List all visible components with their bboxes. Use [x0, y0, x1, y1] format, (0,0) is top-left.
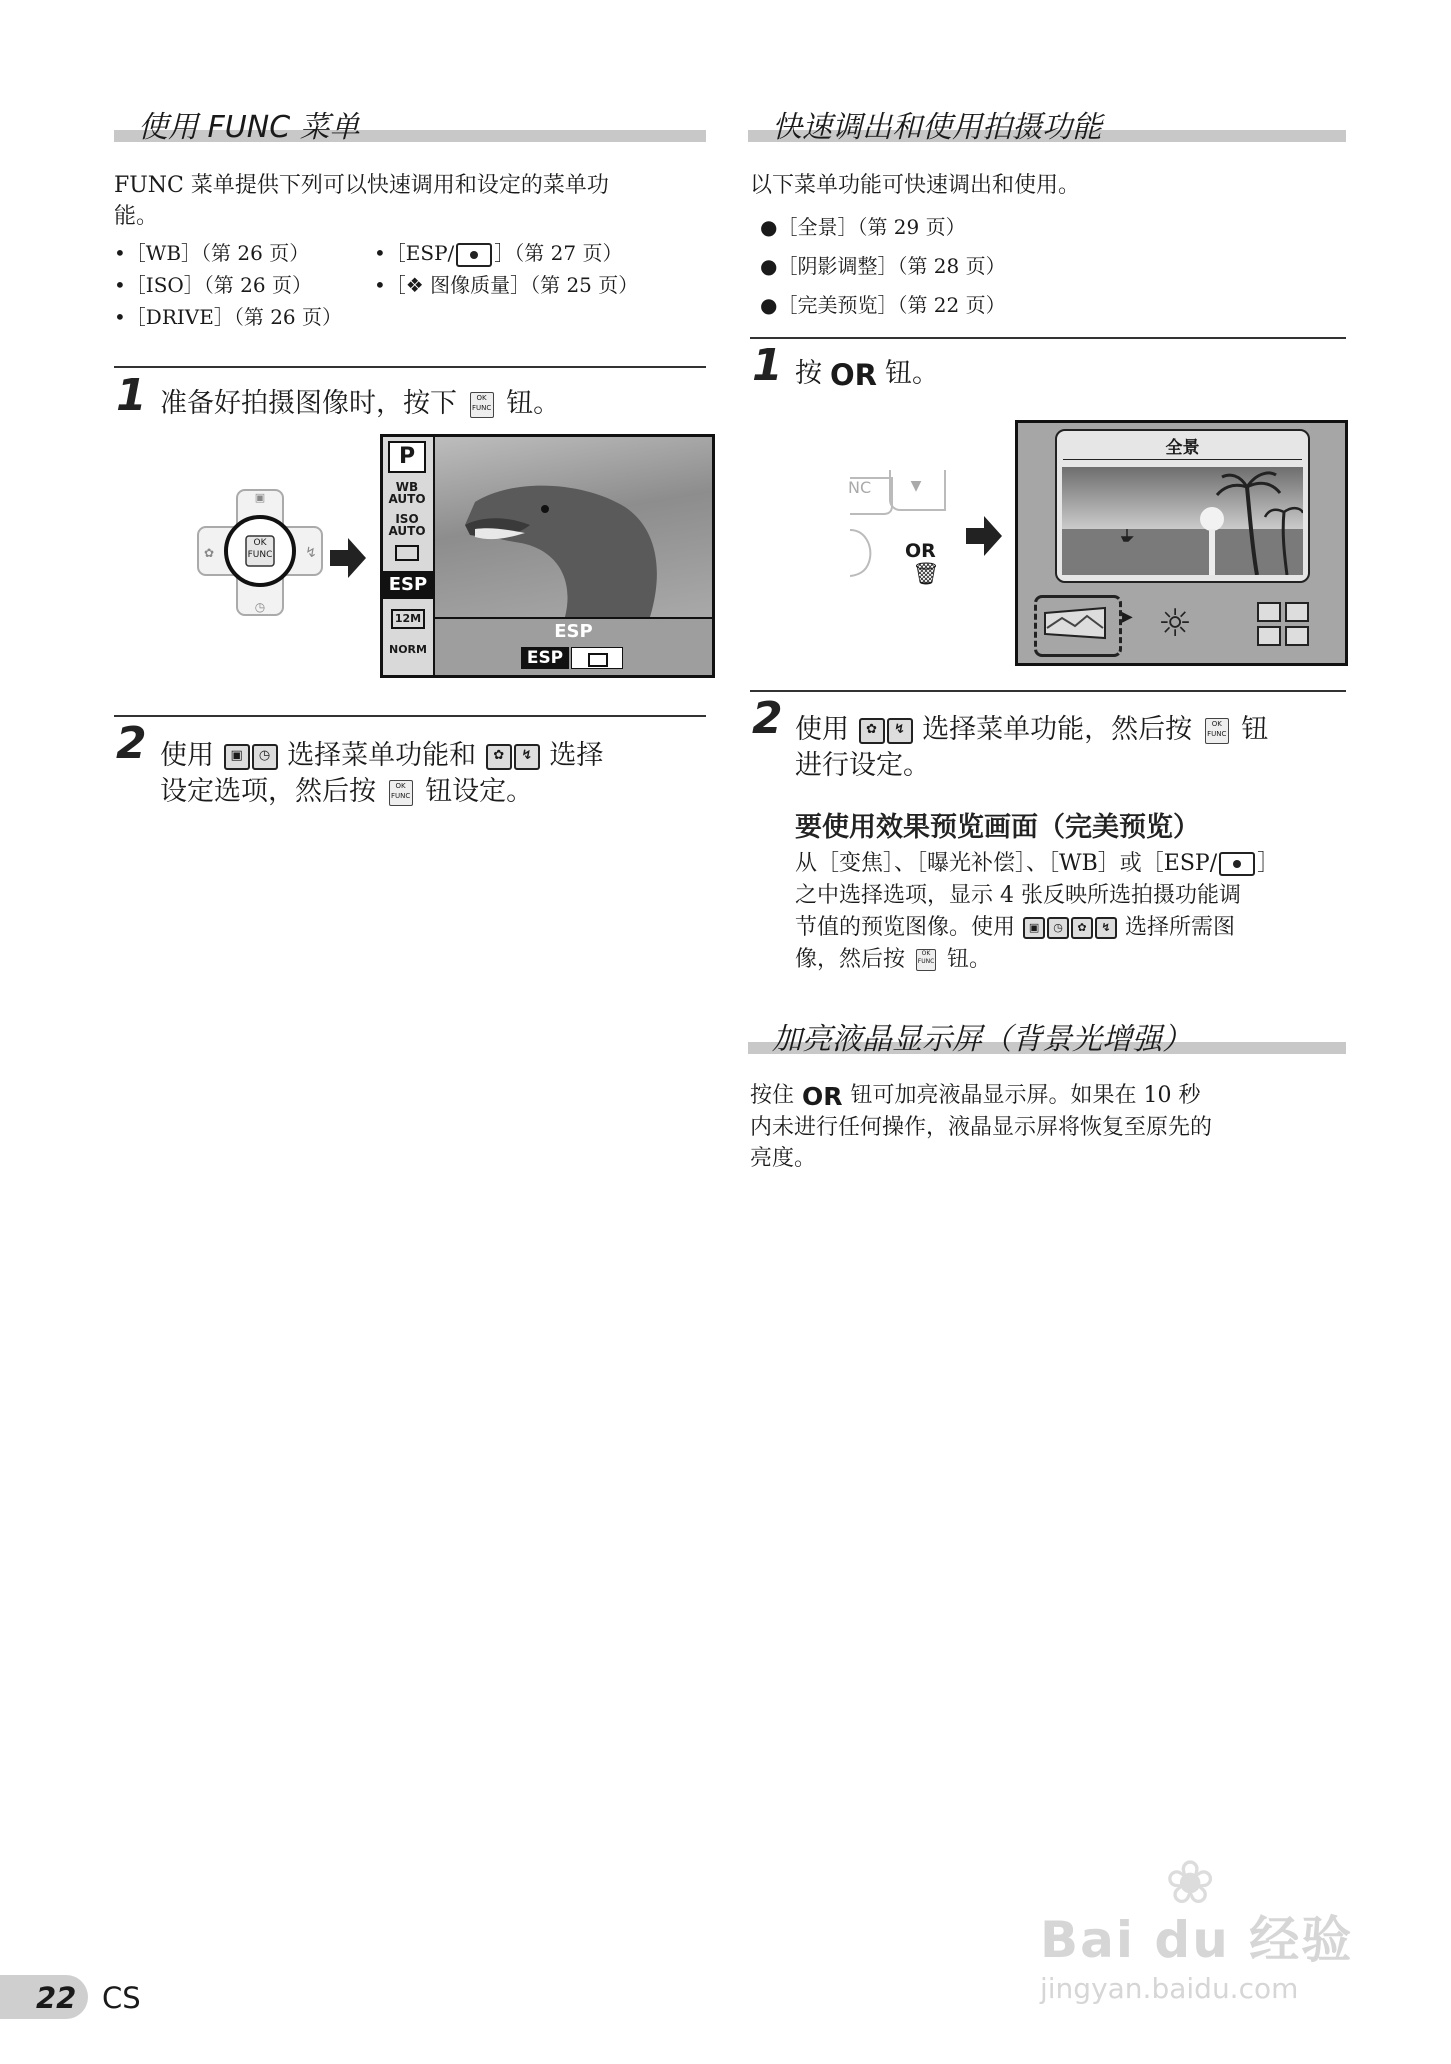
lcd-option-perfect-preview-icon: [1256, 601, 1310, 647]
lcd-drive-icon: [395, 545, 419, 561]
dial-or-label: OR: [905, 540, 936, 562]
trash-icon: 🗑: [912, 562, 940, 587]
divider: [114, 366, 706, 368]
lcd-option-esp: ESP: [521, 647, 569, 669]
lcd-next-arrow-icon: ▶: [1122, 609, 1133, 625]
flash-key-icon: ↯: [514, 744, 540, 770]
section-title-func-menu: [114, 108, 706, 145]
lcd-size-label: 12M: [391, 609, 425, 629]
bullet-iso: •［ISO］（第 26 页）: [114, 273, 312, 297]
lcd-option-shadow-adjust-icon: ☼: [1158, 601, 1193, 645]
ok-func-button-icon: OK FUNC: [470, 392, 494, 418]
step1-text: 按 OR 钮。: [795, 357, 939, 392]
language-code: CS: [102, 1981, 141, 2015]
bullet-perfect-preview: ●［完美预览］（第 22 页）: [760, 293, 1006, 317]
quick-intro: 以下菜单功能可快速调出和使用。: [750, 173, 1081, 198]
svg-text:◷: ◷: [254, 600, 266, 614]
lcd-mode-p: P: [388, 441, 426, 473]
exposure-key-icon: ▣: [224, 744, 250, 770]
lcd-option-panorama: [1034, 595, 1122, 657]
flash-key-icon: ↯: [887, 718, 913, 744]
dial-ok-label: OK: [253, 538, 267, 548]
watermark-url: jingyan.baidu.com: [1040, 1972, 1299, 2005]
ok-func-button-icon: OK FUNC: [389, 780, 413, 806]
lcd-caption: ESP: [554, 621, 593, 642]
camera-lcd-func-menu: [380, 434, 715, 678]
lcd-preview-frame: [1055, 429, 1310, 583]
divider: [750, 337, 1346, 339]
bullet-image-quality: •［❖ 图像质量］（第 25 页）: [374, 273, 639, 297]
self-timer-key-icon: ◷: [1047, 917, 1069, 939]
divider: [750, 690, 1346, 692]
or-button-label: OR: [830, 357, 877, 392]
section-title-quick-functions: [748, 108, 1346, 145]
camera-lcd-panorama: [1015, 420, 1348, 666]
step2-text: 使用 ✿ ↯ 选择菜单功能，然后按 OK FUNC 钮 进行设定。: [795, 714, 1269, 781]
flash-key-icon: ↯: [1095, 917, 1117, 939]
section-title-text: 使用 FUNC 菜单: [138, 110, 360, 145]
image-quality-icon: ❖: [405, 273, 424, 297]
step-number: 1: [752, 340, 783, 391]
macro-key-icon: ✿: [1071, 917, 1093, 939]
spot-metering-icon: [456, 243, 492, 267]
lcd-preview-title: 全景: [1165, 438, 1200, 458]
macro-key-icon: ✿: [486, 744, 512, 770]
dolphin-image: [435, 447, 712, 617]
bullet-panorama: ●［全景］（第 29 页）: [760, 215, 966, 239]
step-number: 2: [116, 718, 147, 769]
perfect-preview-subhead: 要使用效果预览画面（完美预览）: [795, 812, 1200, 843]
svg-text:✿: ✿: [203, 546, 215, 560]
dial-func-label: FUNC: [247, 550, 273, 560]
backlight-body: 按住 OR 钮可加亮液晶显示屏。如果在 10 秒 内未进行任何操作，液晶显示屏将恢复至原先的 亮度。: [750, 1081, 1213, 1171]
divider: [114, 715, 706, 717]
section-title-text: 加亮液晶显示屏（背景光增强）: [772, 1022, 1192, 1057]
lcd-norm-label: NORM: [389, 643, 427, 656]
ok-func-button-icon: OK FUNC: [1205, 718, 1229, 744]
arrow-right-icon: [966, 514, 1004, 558]
perfect-preview-body: 从［变焦］、［曝光补偿］、［WB］或［ESP/ ］ 之中选择选项，显示 4 张反映所选拍摄功能调 节值的预览图像。使用 ▣ ◷ ✿ ↯ 选择所需图 像，然后按 OK FUNC 钮。: [795, 851, 1280, 972]
beach-sunset-image: [1062, 467, 1303, 575]
svg-text:▼: ▼: [910, 478, 922, 494]
section-title-text: 快速调出和使用拍摄功能: [772, 110, 1102, 145]
watermark-brand: Bai du 经验: [1040, 1911, 1354, 1969]
arrow-right-icon: [330, 536, 368, 580]
ok-func-button-icon: OK FUNC: [916, 949, 936, 971]
self-timer-key-icon: ◷: [252, 744, 278, 770]
bullet-drive: •［DRIVE］（第 26 页）: [114, 305, 342, 329]
spot-metering-icon: [1219, 852, 1255, 876]
bullet-shadow-adjust: ●［阴影调整］（第 28 页）: [760, 254, 1006, 278]
macro-key-icon: ✿: [859, 718, 885, 744]
svg-text:▣: ▣: [254, 491, 266, 504]
dial-func-fragment: NC: [848, 478, 872, 497]
lcd-esp-selected: ESP: [383, 571, 433, 599]
bullet-esp: •［ESP/ ］（第 27 页）: [374, 241, 623, 265]
step1-text: 准备好拍摄图像时，按下 OK FUNC 钮。: [160, 388, 561, 419]
exposure-key-icon: ▣: [1023, 917, 1045, 939]
svg-text:↯: ↯: [305, 545, 317, 561]
step2-text: 使用 ▣ ◷ 选择菜单功能和 ✿ ↯ 选择 设定选项，然后按 OK FUNC 钮设定。: [160, 740, 604, 807]
step-number: 2: [752, 693, 783, 744]
lcd-wb-label: WB AUTO: [388, 480, 426, 506]
lcd-option-spot: [571, 647, 623, 669]
page-number: 22: [36, 1981, 77, 2015]
bullet-wb: •［WB］（第 26 页）: [114, 241, 310, 265]
lcd-title-underline: [1063, 459, 1302, 460]
or-button-label: OR: [802, 1081, 843, 1111]
lcd-iso-label: ISO AUTO: [388, 512, 426, 538]
section-title-backlight-boost: [748, 1020, 1346, 1057]
func-intro: FUNC 菜单提供下列可以快速调用和设定的菜单功 能。: [114, 173, 609, 229]
step-number: 1: [116, 370, 147, 421]
baidu-paw-icon: ❀: [1165, 1848, 1216, 1918]
